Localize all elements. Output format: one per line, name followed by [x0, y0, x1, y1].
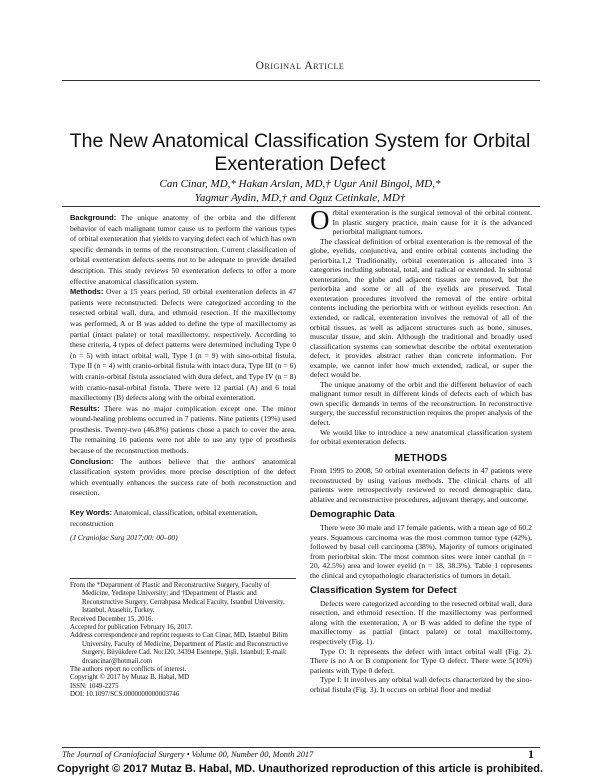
footnote-copyright: Copyright © 2017 by Mutaz B. Habal, MD	[70, 674, 190, 682]
footnote-accepted: Accepted for publication February 16, 2017.	[70, 624, 193, 632]
citation: (J Craniofac Surg 2017;00: 00–00)	[70, 533, 178, 542]
journal-footer: The Journal of Craniofacial Surgery • Volume 00, Number 00, Month 2017	[62, 750, 314, 759]
methods-heading: METHODS	[394, 452, 448, 464]
classification-heading: Classification System for Defect	[310, 585, 457, 597]
authors-line-1: Can Cinar, MD,* Hakan Arslan, MD,† Ugur Anil Bingol, MD,*	[159, 178, 441, 190]
intro-paragraph-3: The unique anatomy of the orbit and the different behavior of each malignant tumor result in different kinds of defects each of which has own specific demands in terms of the reconstruction. In reconstructive surgery, the successful reconstruction requires the proper analysis of the defect.	[310, 379, 532, 428]
intro-paragraph-4: We would like to introduce a new anatomical classification system for orbital exenteration defects.	[310, 427, 532, 447]
drop-cap: O	[310, 205, 330, 235]
section-label: Original Article	[255, 60, 345, 72]
footer-rule	[62, 747, 540, 748]
footnote-doi: DOI: 10.1097/SCS.0000000000003746	[70, 691, 180, 699]
footnote-conflicts: The authors report no conflicts of interest.	[70, 666, 187, 674]
copyright-banner: Copyright © 2017 Mutaz B. Habal, MD. Unauthorized reproduction of this article is prohibited.	[56, 763, 544, 775]
footnote-address: Address correspondence and reprint requests to Can Cinar, MD, Istanbul Bilim University, Faculty of Medicine, Department of Plastic and Reconstructive Surgery, Büyükdere Cad. No:120, 34394 Esentepe, Şişli, Istanbul; E-mail: drcancinar@hotmail.com	[70, 632, 289, 665]
body-column	[310, 205, 532, 694]
keywords: Key Words: Anatomical, classification, orbital exenteration, reconstruction	[70, 508, 258, 528]
article-title: The New Anatomical Classification System for Orbital Exenteration Defect	[69, 130, 531, 175]
footnote-received: Received December 15, 2016.	[70, 615, 154, 623]
classification-paragraph-3: Type I: It involves any orbital wall defects characterized by the sino-orbital fistula (Fig. 3). It occurs on orbital floor and medial	[310, 675, 532, 694]
header-rule	[62, 80, 540, 81]
authors-line-2: Yagmur Aydin, MD,† and Oguz Cetinkale, MD†	[194, 191, 406, 204]
title-rule	[62, 206, 540, 207]
demographic-heading: Demographic Data	[310, 509, 395, 521]
author-list	[80, 178, 520, 205]
abstract-results: Results: There was no major complication except one. The minor wound-healing problems occurred in 7 patients. Nine patients (19%) used prosthesis. Twenty-two (46.8%) patients chose a patch to cover the area. The remaining 16 patients were not able to use any type of prosthesis because of the reconstruction methods.	[70, 403, 296, 456]
footnote-affiliation: From the *Department of Plastic and Reconstructive Surgery, Faculty of Medicine, Yeditepe University; and †Department of Plastic and Reconstructive Surgery, Cerrahpasa Medical Faculty, Istanbul University, Istanbul, Atasehir, Turkey.	[70, 582, 285, 615]
methods-paragraph: From 1995 to 2008, 50 orbital exenteration defects in 47 patients were reconstructed by using various methods. The clinical charts of all patients were retrospectively reviewed to record demographic data, ablative and reconstructive procedures, adjuvant therapy, and outcome.	[310, 466, 532, 504]
classification-paragraph-2: Type O: It represents the defect with intact orbital wall (Fig. 2). There is no A or B component for Type O defect. There were 5(10%) patients with Type 0 defect.	[310, 646, 532, 675]
demographic-paragraph: There were 30 male and 17 female patients, with a mean age of 60.2 years. Squamous carcinoma was the most common tumor type (42%), followed by basal cell carcinoma (38%). Majority of tumors originated from periorbital skin. The most common sites were inner canthal (n = 20, 42.5%) area and lower eyelid (n = 18, 38.3%). Table 1 represents the clinical and cytopathologic characteristics of tumors in detail.	[310, 522, 532, 580]
abstract-conclusion: Conclusion: The authors believe that the authors' anatomical classification system provides more precise description of the defect which eventually enhances the success rate of both reconstruction and resection.	[70, 456, 296, 498]
intro-paragraph-1: Orbital exenteration is the surgical removal of the orbital content. In plastic surgery practice, main cause for it is the advanced periorbital malignant tumors.	[310, 205, 532, 237]
abstract	[70, 213, 296, 499]
footnote-issn: ISSN: 1049-2275	[70, 682, 119, 690]
page-number: 1	[528, 747, 534, 761]
footnotes	[70, 582, 298, 700]
intro-paragraph-2: The classical definition of orbital exenteration is the removal of the globe, eyelids, conjunctiva, and entire orbital contents including the periorbita.1,2 Traditionally, orbital exenteration is allocated into 3 categories including subtotal, total, and radical or extended. In subtotal exenteration, the globe and adjacent tissues are removed, but the periorbita and some or all of the eyelids are preserved. Total exenteration procedures involved the removal of the entire orbital contents including the periorbita with or without eyelids resection. An extended, or radical, exenteration involves the removal of all of the orbital tissues, as well as adjacent structures such as bone, sinuses, muscular tissue, and skin. Although the traditional and broadly used classification systems can somewhat describe the orbital exenteration defect, it provides abstract rather than concrete information. For example, we cannot infer how much extended, radical, or super the defect would be.	[310, 236, 532, 380]
footnote-rule	[70, 578, 296, 579]
abstract-methods: Methods: Over a 15 years period, 50 orbital exenteration defects in 47 patients were reconstructed. Defects were categorized according to the resected orbital wall, dura, and ethmoid resection. If the maxillectomy was performed, A or B was added to define the type of maxillectomy as partial (intact palate) or total maxillectomy, respectively. According to these criteria, 4 types of defect patterns were determined including Type 0 (n = 5) with intact orbital wall, Type I (n = 9) with sino-orbital fistula, Type II (n = 4) with cranio-orbital fistula with intact dura, Type III (n = 6) with cranio-orbital fistula associated with dura defect, and Type IV (n = 8) with cranio-nasal-orbital fistula. There were 12 partial (A) and 6 total maxillectomy (B) defects along with the orbital exenteration.	[70, 287, 296, 403]
abstract-background: Background: The unique anatomy of the orbita and the different behavior of each malignant tumor cause us to perform the various types of orbital exenteration that yields to varying defect each of which has own specific demands in terms of the reconstruction. Current classification of orbital exenteration defects seems not to be adequate to provide detailed description. This study reviews 50 exenteration defects to offer a more effective anatomical classification system.	[70, 213, 296, 286]
classification-paragraph-1: Defects were categorized according to the resected orbital wall, dura resection, and ethmoid resection. If the maxillectomy was performed along with the exenteration, A or B was added to define the type of maxillectomy as partial (intact palate) or total maxillectomy, respectively (Fig. 1).	[310, 598, 532, 646]
